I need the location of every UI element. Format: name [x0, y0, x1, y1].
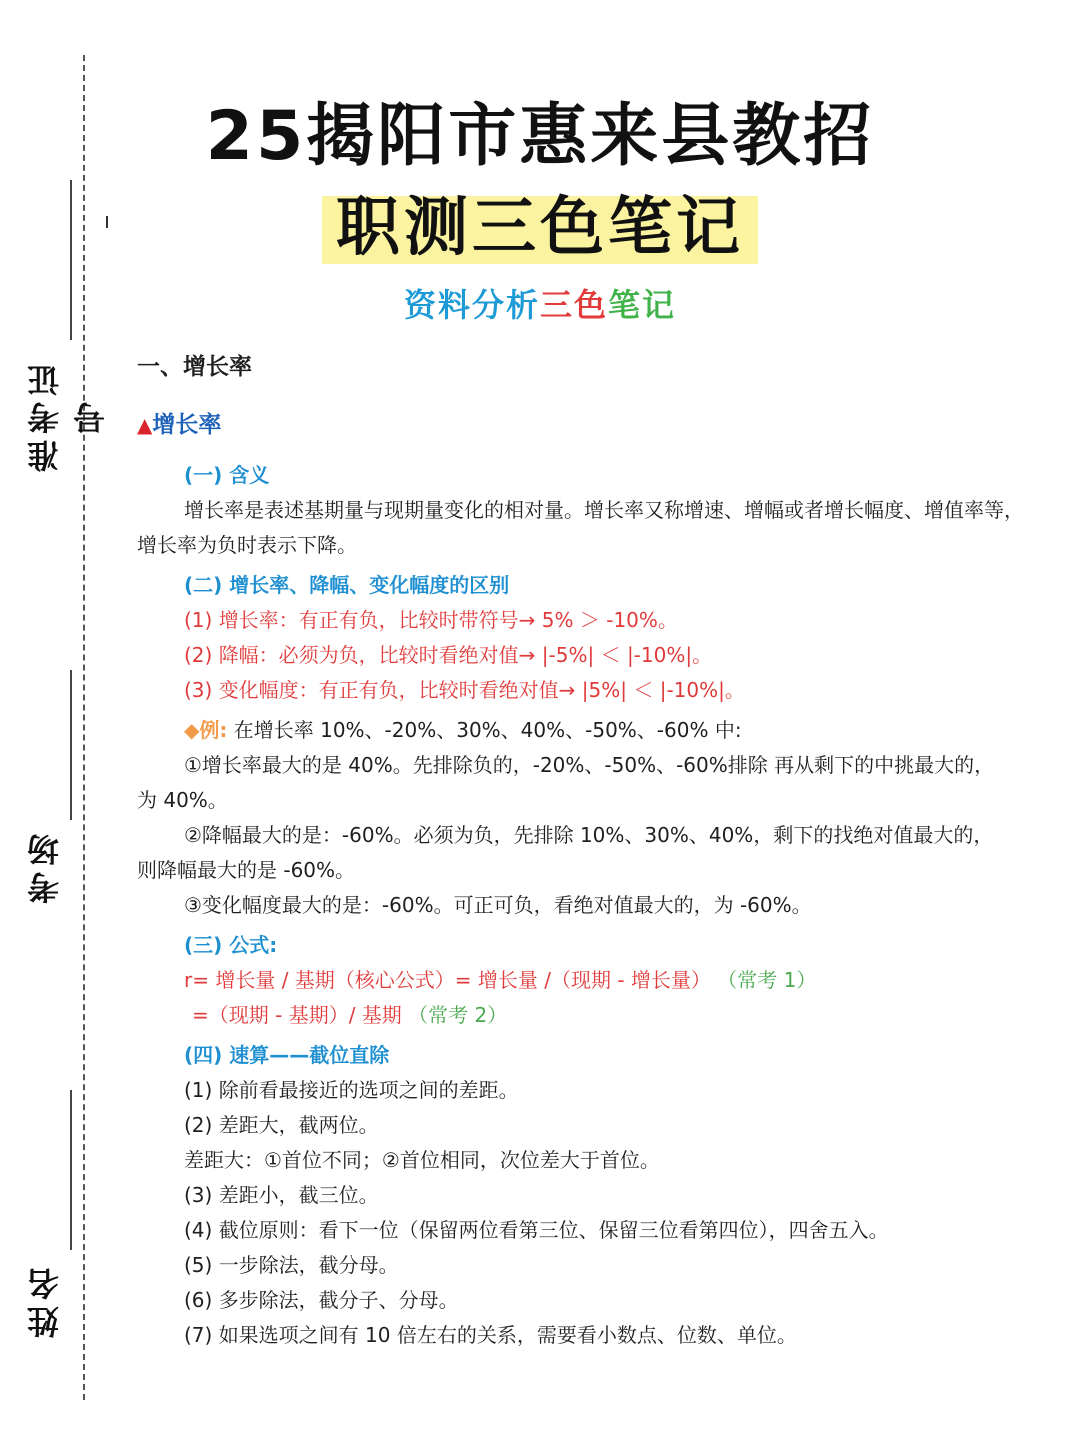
quick-calc-item: (6) 多步除法，截分子、分母。: [184, 1288, 459, 1312]
banner-part-2: 三色: [539, 286, 608, 324]
quick-calc-item: 差距大：①首位不同；②首位相同，次位差大于首位。: [184, 1148, 660, 1172]
formula-2: =（现期 - 基期）/ 基期: [192, 1003, 402, 1027]
meaning-text: 增长率是表述基期量与现期量变化的相对量。增长率又称增速、增幅或者增长幅度、增值率等，增长率为负时表示下降。: [137, 498, 1024, 557]
main-title: 25揭阳市惠来县教招: [205, 97, 875, 176]
exam-id-label: 准考证号: [26, 358, 110, 472]
meaning-title: (一) 含义: [184, 463, 270, 487]
difference-item: (2) 降幅：必须为负，比较时看绝对值→ |-5%| ＜ |-10%|。: [184, 643, 713, 667]
section-banner: [0, 280, 1080, 326]
example-label: ◆例:: [184, 718, 228, 742]
example-item-2-cont: 则降幅最大的是 -60%。: [137, 858, 356, 882]
section-heading: 一、增长率: [137, 354, 252, 380]
example-item-1: ①增长率最大的是 40%。先排除负的，-20%、-50%、-60%排除 再从剩下的中挑最大的，: [184, 753, 995, 777]
sub-title: [322, 176, 758, 268]
quick-calc-item: (1) 除前看最接近的选项之间的差距。: [184, 1078, 519, 1102]
notes-content: [137, 352, 1027, 1353]
triangle-icon: ▲: [137, 413, 153, 437]
example-intro-text: 在增长率 10%、-20%、30%、40%、-50%、-60% 中:: [233, 718, 742, 742]
side-field-exam-room: [22, 670, 62, 920]
name-line: [70, 1090, 72, 1250]
banner-part-1: 资料分析: [403, 286, 540, 324]
difference-item: (1) 增长率：有正有负，比较时带符号→ 5% ＞ -10%。: [184, 608, 678, 632]
example-intro: [137, 713, 1027, 748]
side-field-name: [22, 1090, 62, 1360]
formula-1: r= 增长量 / 基期（核心公式）= 增长量 /（现期 - 增长量）: [184, 968, 711, 992]
formula-2-note: （常考 2）: [408, 1003, 508, 1027]
banner-part-3: 笔记: [608, 286, 677, 324]
quick-calc-item: (4) 截位原则：看下一位（保留两位看第三位、保留三位看第四位），四舍五入。: [184, 1218, 889, 1242]
example-item-2: ②降幅最大的是：-60%。必须为负，先排除 10%、30%、40%，剩下的找绝对值最大的，: [184, 823, 994, 847]
sub-title-text: 职测三色笔记: [336, 191, 744, 265]
quick-calc-item: (2) 差距大，截两位。: [184, 1113, 379, 1137]
sub-heading: [137, 408, 1027, 442]
quick-calc-item: (7) 如果选项之间有 10 倍左右的关系，需要看小数点、位数、单位。: [184, 1323, 797, 1347]
exam-room-line: [70, 670, 72, 820]
sub-heading-text: 增长率: [152, 412, 222, 438]
formula-line-2: [137, 998, 1027, 1033]
name-label: 姓名: [26, 1262, 64, 1338]
quick-calc-title: (四) 速算——截位直除: [184, 1043, 390, 1067]
formula-1-note: （常考 1）: [717, 968, 817, 992]
difference-title: (二) 增长率、降幅、变化幅度的区别: [184, 573, 510, 597]
example-item-3: ③变化幅度最大的是：-60%。可正可负，看绝对值最大的，为 -60%。: [184, 893, 812, 917]
formula-line-1: [137, 963, 1027, 998]
exam-room-label: 考场: [26, 828, 64, 904]
quick-calc-item: (3) 差距小，截三位。: [184, 1183, 379, 1207]
difference-item: (3) 变化幅度：有正有负，比较时看绝对值→ |5%| ＜ |-10%|。: [184, 678, 745, 702]
example-item-1-cont: 为 40%。: [137, 788, 228, 812]
quick-calc-item: (5) 一步除法，截分母。: [184, 1253, 399, 1277]
sub-title-wrap: [0, 176, 1080, 268]
formula-title: (三) 公式:: [184, 933, 278, 957]
